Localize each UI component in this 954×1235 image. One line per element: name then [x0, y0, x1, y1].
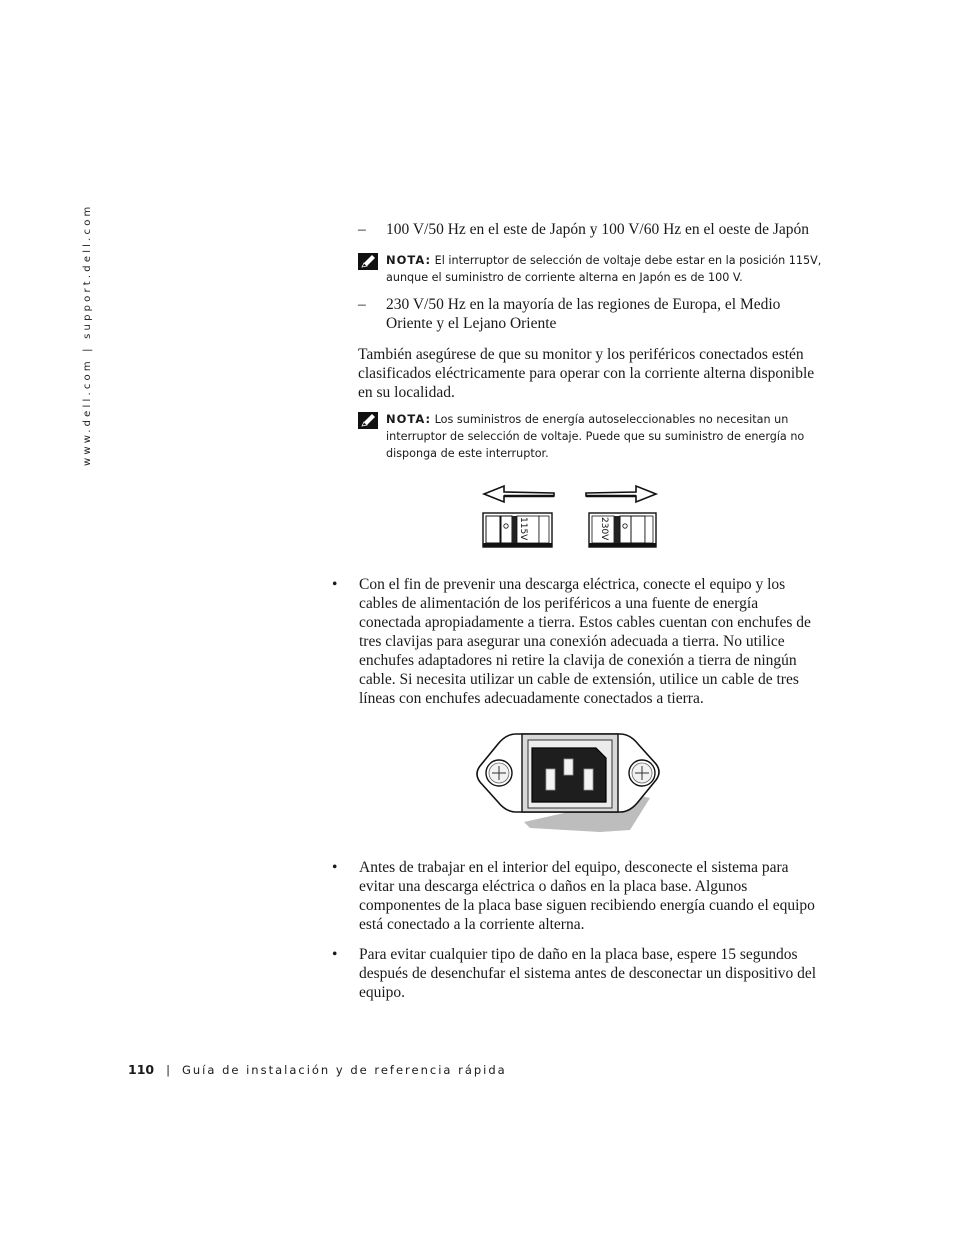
screw-hole-left-icon — [486, 760, 512, 786]
note-voltage-switch — [358, 252, 828, 286]
note-text: El interruptor de selección de voltaje debe estar en la posición 115V, aunque el suministro de corriente alterna en Japón es de 100 V. — [386, 254, 822, 284]
list-item-text: 100 V/50 Hz en el este de Japón y 100 V/60 Hz en el oeste de Japón — [386, 221, 809, 238]
switch-115v — [483, 513, 552, 547]
screw-hole-right-icon — [629, 760, 655, 786]
power-connector-figure — [470, 726, 670, 834]
pin-left-icon — [546, 769, 555, 790]
list-item-text: Antes de trabajar en el interior del equipo, desconecte el sistema para evitar una descarga eléctrica o daños en la placa base. Algunos componentes de la placa base siguen recibiendo energía cuando el equipo está conectado a la corriente alterna. — [359, 859, 815, 933]
page-footer — [128, 1062, 507, 1077]
list-item-text: Con el fin de prevenir una descarga eléctrica, conecte el equipo y los cables de alimentación de los periféricos a una fuente de energía conectada apropiadamente a tierra. Estos cables cuentan con enchufes de tres clavijas para asegurar una conexión adecuada a tierra. No utilice enchufes adaptadores ni retire la clavija de conexión a tierra de ningún cable. Si necesita utilizar un cable de extensión, utilice un cable de tres líneas con enchufes adecuadamente conectados a tierra. — [359, 576, 811, 707]
note-text: Los suministros de energía autoseleccionables no necesitan un interruptor de selección de voltaje. Puede que su suministro de energía no disponga de este interruptor. — [386, 413, 805, 460]
list-item-japan-voltage — [358, 220, 828, 239]
bullet-marker: • — [332, 946, 338, 963]
page-number: 110 — [128, 1062, 155, 1077]
switch-label-115v: 115V — [518, 517, 528, 541]
dash-marker: – — [358, 221, 366, 238]
switch-230v — [589, 513, 656, 547]
footer-title: Guía de instalación y de referencia rápida — [181, 1063, 507, 1077]
note-autoselect — [358, 411, 828, 462]
pencil-note-icon — [358, 412, 378, 429]
list-item-wait — [332, 945, 822, 1002]
bullet-marker: • — [332, 859, 338, 876]
voltage-switch-figure — [478, 482, 662, 550]
switch-label-230v: 230V — [599, 517, 609, 541]
bullet-marker: • — [332, 576, 338, 593]
list-item-grounding — [332, 575, 822, 708]
list-item-europe-voltage — [358, 295, 828, 333]
list-item-text: 230 V/50 Hz en la mayoría de las regiones de Europa, el Medio Oriente y el Lejano Oriente — [386, 296, 781, 332]
paragraph-ratings: También asegúrese de que su monitor y los periféricos conectados estén clasificados eléctricamente para operar con la corriente alterna disponible en su localidad. — [358, 346, 815, 401]
right-arrow-icon — [586, 486, 656, 502]
pin-ground-icon — [564, 759, 573, 775]
pin-right-icon — [584, 769, 593, 790]
footer-separator: | — [166, 1063, 170, 1077]
dash-marker: – — [358, 296, 366, 313]
note-label: NOTA: — [386, 412, 432, 426]
note-label: NOTA: — [386, 253, 432, 267]
left-arrow-icon — [484, 486, 554, 502]
sidebar-url: www.dell.com | support.dell.com — [82, 203, 93, 466]
pencil-note-icon — [358, 253, 378, 270]
list-item-disconnect — [332, 858, 822, 934]
list-item-text: Para evitar cualquier tipo de daño en la placa base, espere 15 segundos después de desenchufar el sistema antes de desconectar un dispositivo del equipo. — [359, 946, 817, 1001]
